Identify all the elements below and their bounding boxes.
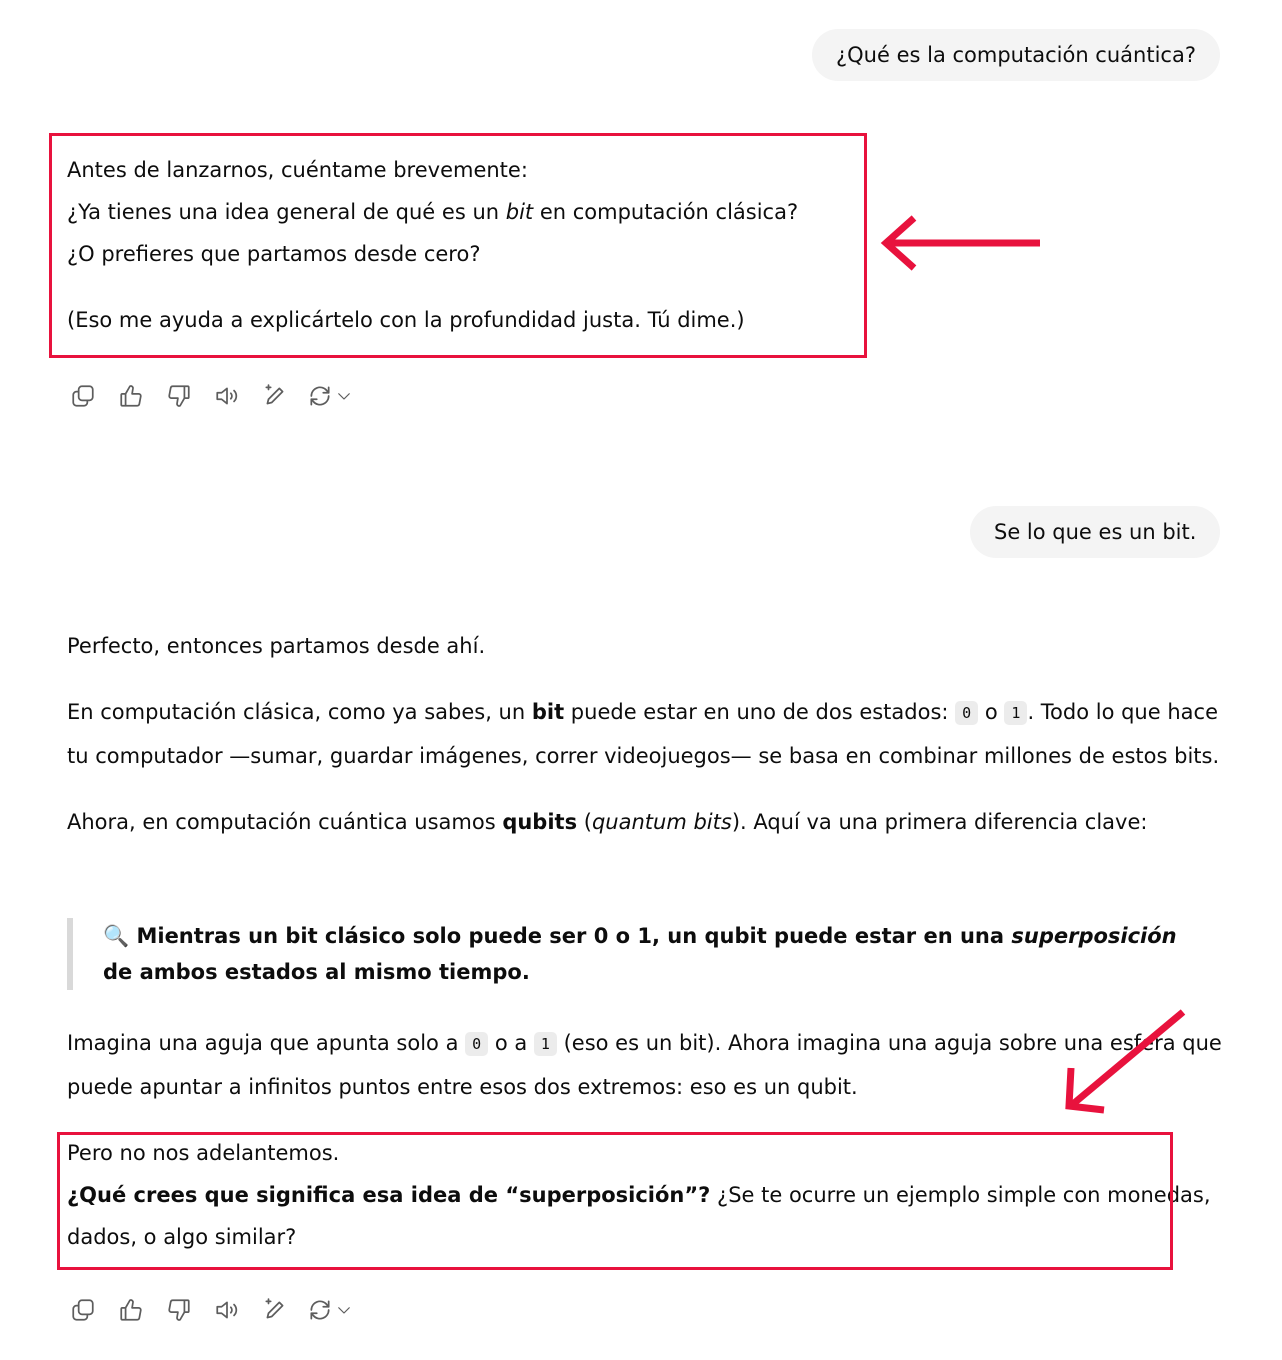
annotation-arrow-left bbox=[876, 212, 1046, 274]
message-actions-toolbar bbox=[67, 1294, 353, 1326]
thumbs-up-icon bbox=[118, 1297, 144, 1323]
message-paragraph: ¿Qué crees que significa esa idea de “superposición”? ¿Se te ocurre un ejemplo simple con monedas, dados, o algo similar? bbox=[67, 1183, 1211, 1249]
message-paragraph: ¿Ya tienes una idea general de qué es un bit en computación clásica? bbox=[67, 200, 799, 224]
read-aloud-button[interactable] bbox=[211, 380, 243, 412]
edit-icon bbox=[262, 383, 288, 409]
thumbs-down-icon bbox=[166, 383, 192, 409]
blockquote: 🔍 Mientras un bit clásico solo puede ser 0 o 1, un qubit puede estar en una superposición de ambos estados al mismo tiempo. bbox=[67, 918, 1207, 990]
regenerate-button[interactable] bbox=[307, 1294, 353, 1326]
regenerate-button[interactable] bbox=[307, 380, 353, 412]
magnifying-glass-icon: 🔍 bbox=[103, 924, 130, 948]
thumbs-up-icon bbox=[118, 383, 144, 409]
message-paragraph: Pero no nos adelantemos. bbox=[67, 1141, 340, 1165]
message-paragraph: Antes de lanzarnos, cuéntame brevemente: bbox=[67, 158, 528, 182]
user-message-bubble bbox=[970, 506, 1220, 558]
message-paragraph: (Eso me ayuda a explicártelo con la profundidad justa. Tú dime.) bbox=[67, 308, 745, 332]
inline-code: 1 bbox=[1004, 701, 1027, 725]
user-message-bubble bbox=[812, 29, 1220, 81]
thumbs-down-button[interactable] bbox=[163, 1294, 195, 1326]
inline-code: 1 bbox=[534, 1032, 557, 1056]
message-paragraph: Imagina una aguja que apunta solo a 0 o a 1 (eso es un bit). Ahora imagina una aguja sobre una esfera que puede apuntar a infinitos puntos entre esos dos extremos: eso es un qubit. bbox=[67, 1031, 1222, 1099]
user-message-text: Se lo que es un bit. bbox=[994, 520, 1197, 544]
message-actions-toolbar bbox=[67, 380, 353, 412]
message-paragraph: En computación clásica, como ya sabes, un bit puede estar en uno de dos estados: 0 o 1 . Todo lo que hace tu computador —sumar, guardar imágenes, correr videojuegos— se basa en combinar millones de estos bits. bbox=[67, 700, 1220, 768]
read-aloud-button[interactable] bbox=[211, 1294, 243, 1326]
message-paragraph: Ahora, en computación cuántica usamos qubits (quantum bits). Aquí va una primera diferencia clave: bbox=[67, 810, 1148, 834]
copy-icon bbox=[70, 1297, 96, 1323]
copy-icon bbox=[70, 383, 96, 409]
message-paragraph: Perfecto, entonces partamos desde ahí. bbox=[67, 634, 486, 658]
thumbs-down-button[interactable] bbox=[163, 380, 195, 412]
inline-code: 0 bbox=[955, 701, 978, 725]
edit-icon bbox=[262, 1297, 288, 1323]
edit-button[interactable] bbox=[259, 380, 291, 412]
chevron-down-icon bbox=[335, 1301, 353, 1319]
message-paragraph: ¿O prefieres que partamos desde cero? bbox=[67, 242, 481, 266]
copy-button[interactable] bbox=[67, 1294, 99, 1326]
user-message-text: ¿Qué es la computación cuántica? bbox=[836, 43, 1196, 67]
highlight-box bbox=[57, 1132, 1173, 1270]
regenerate-icon bbox=[307, 1297, 333, 1323]
copy-button[interactable] bbox=[67, 380, 99, 412]
chevron-down-icon bbox=[335, 387, 353, 405]
thumbs-up-button[interactable] bbox=[115, 380, 147, 412]
highlight-box bbox=[49, 133, 867, 358]
thumbs-up-button[interactable] bbox=[115, 1294, 147, 1326]
inline-code: 0 bbox=[465, 1032, 488, 1056]
edit-button[interactable] bbox=[259, 1294, 291, 1326]
read-aloud-icon bbox=[214, 383, 240, 409]
annotation-arrow-diagonal bbox=[1056, 1006, 1192, 1118]
assistant-message bbox=[67, 625, 1227, 843]
regenerate-icon bbox=[307, 383, 333, 409]
read-aloud-icon bbox=[214, 1297, 240, 1323]
thumbs-down-icon bbox=[166, 1297, 192, 1323]
